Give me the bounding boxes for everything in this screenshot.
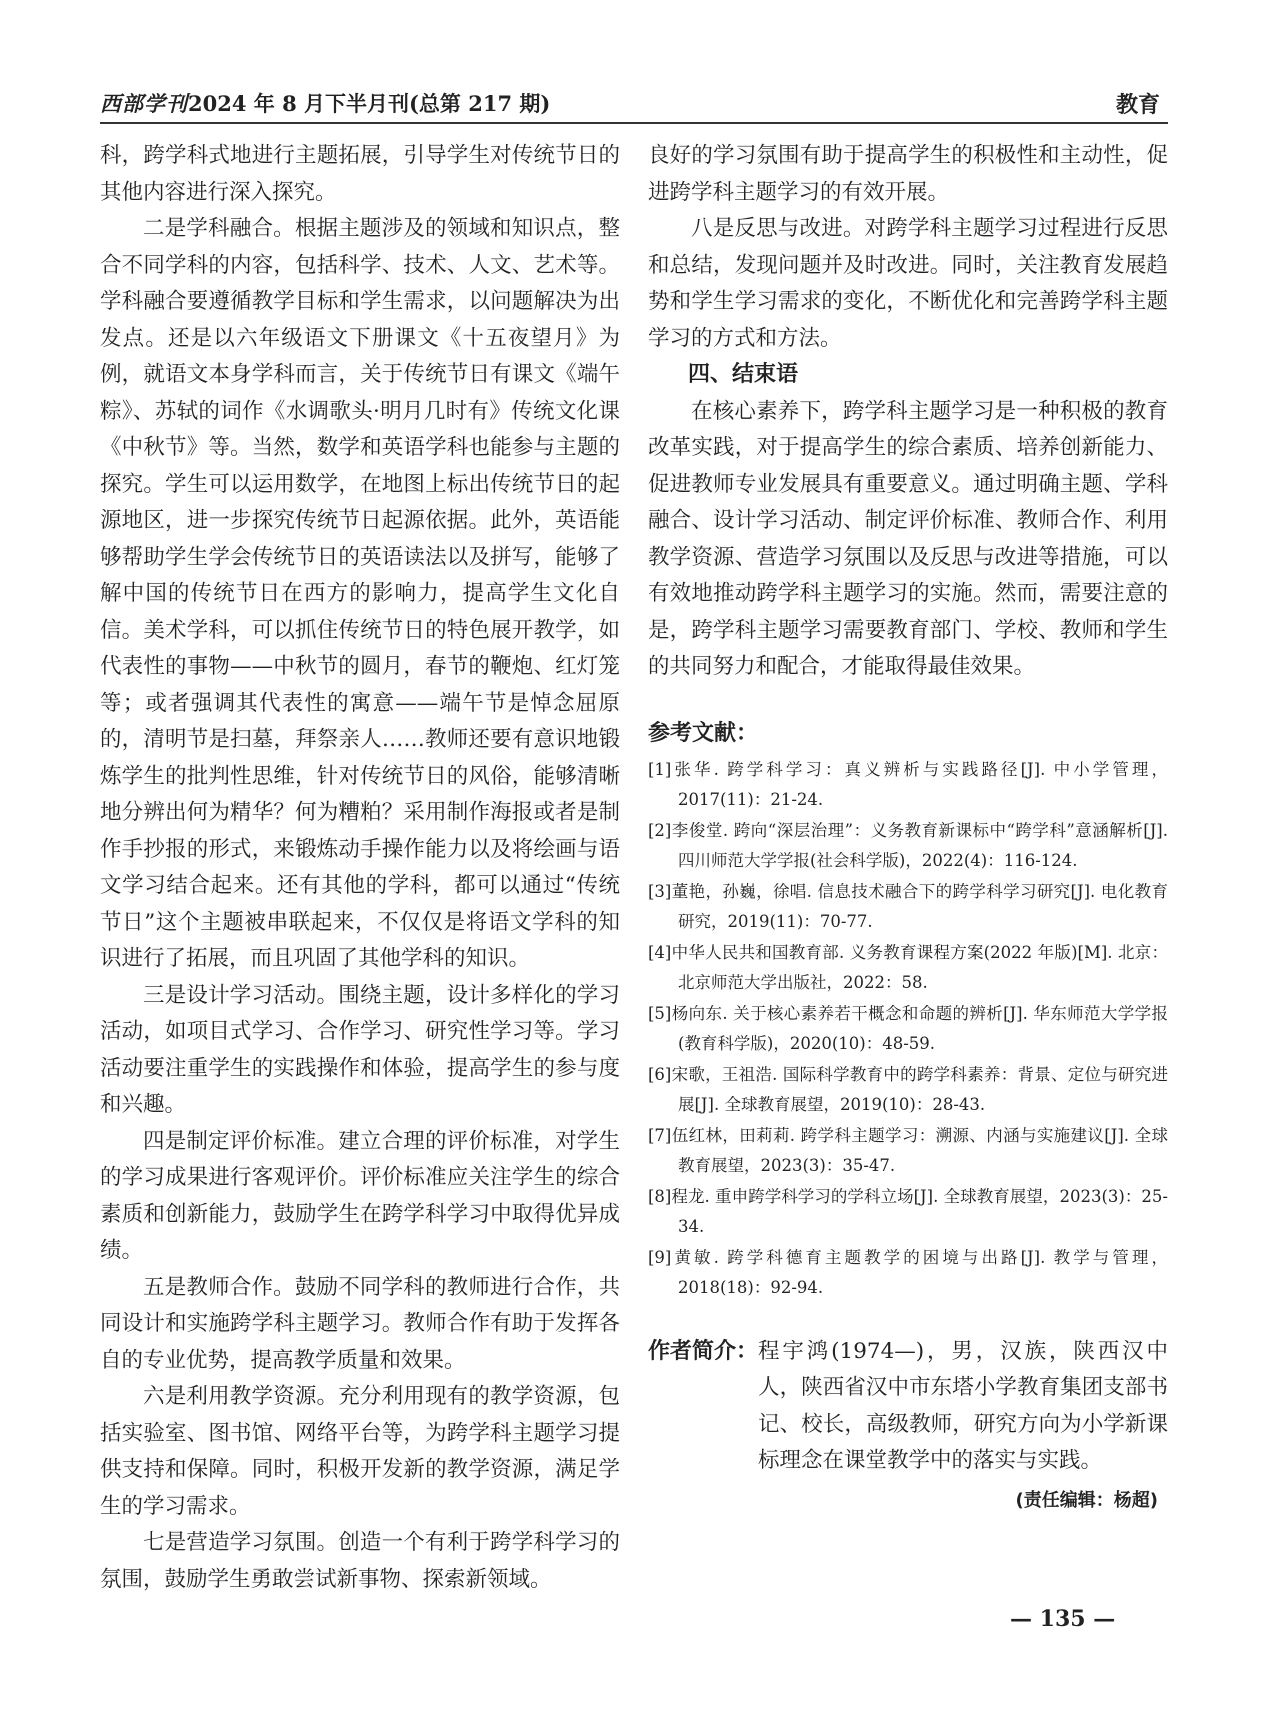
- reference-item: [2]李俊堂. 跨向“深层治理”：义务教育新课标中“跨学科”意涵解析[J]. 四川师范大学学报(社会科学版)，2022(4)：116-124.: [648, 820, 1168, 870]
- paragraph: 二是学科融合。根据主题涉及的领域和知识点，整合不同学科的内容，包括科学、技术、人文、艺术等。学科融合要遵循教学目标和学生需求，以问题解决为出发点。还是以六年级语文下册课文《十五夜望月》为例，就语文本身学科而言，关于传统节日有课文《端午粽》、苏轼的词作《水调歌头·明月几时有》传统文化课《中秋节》等。当然，数学和英语学科也能参与主题的探究。学生可以运用数学，在地图上标出传统节日的起源地区，进一步探究传统节日起源依据。此外，英语能够帮助学生学会传统节日的英语读法以及拼写，能够了解中国的传统节日在西方的影响力，提高学生文化自信。美术学科，可以抓住传统节日的特色展开教学，如代表性的事物——中秋节的圆月，春节的鞭炮、红灯笼等；或者强调其代表性的寓意——端午节是悼念屈原的，清明节是扫墓，拜祭亲人……教师还要有意识地锻炼学生的批判性思维，针对传统节日的风俗，能够清晰地分辨出何为精华？何为糟粕？采用制作海报或者是制作手抄报的形式，来锻炼动手操作能力以及将绘画与语文学习结合起来。还有其他的学科，都可以通过“传统节日”这个主题被串联起来，不仅仅是将语文学科的知识进行了拓展，而且巩固了其他学科的知识。: [100, 216, 620, 971]
- reference-item: [9]黄敏. 跨学科德育主题教学的困境与出路[J]. 教学与管理，2018(18)：92-94.: [648, 1247, 1168, 1297]
- responsible-editor: (责任编辑：杨超): [1015, 1489, 1158, 1511]
- section-heading: 四、结束语: [688, 362, 799, 387]
- right-column: [648, 138, 1168, 1512]
- paragraph: 在核心素养下，跨学科主题学习是一种积极的教育改革实践，对于提高学生的综合素质、培养创新能力、促进教师专业发展具有重要意义。通过明确主题、学科融合、设计学习活动、制定评价标准、教师合作、利用教学资源、营造学习氛围以及反思与改进等措施，可以有效地推动跨学科主题学习的实施。然而，需要注意的是，跨学科主题学习需要教育部门、学校、教师和学生的共同努力和配合，才能取得最佳效果。: [648, 398, 1168, 679]
- page-header: [100, 84, 1168, 124]
- reference-item: [4]中华人民共和国教育部. 义务教育课程方案(2022 年版)[M]. 北京：北京师范大学出版社，2022：58.: [648, 942, 1168, 992]
- author-bio: [648, 1334, 1168, 1480]
- references-list: [648, 755, 1168, 1304]
- paragraph: 七是营造学习氛围。创造一个有利于跨学科学习的氛围，鼓励学生勇敢尝试新事物、探索新领域。: [100, 1530, 620, 1592]
- page-number: — 135 —: [1010, 1606, 1116, 1632]
- paragraph: 八是反思与改进。对跨学科主题学习过程进行反思和总结，发现问题并及时改进。同时，关注教育发展趋势和学生学习需求的变化，不断优化和完善跨学科主题学习的方式和方法。: [648, 216, 1168, 351]
- paragraph: 五是教师合作。鼓励不同学科的教师进行合作，共同设计和实施跨学科主题学习。教师合作有助于发挥各自的专业优势，提高教学质量和效果。: [100, 1274, 620, 1373]
- paragraph: 三是设计学习活动。围绕主题，设计多样化的学习活动，如项目式学习、合作学习、研究性学习等。学习活动要注重学生的实践操作和体验，提高学生的参与度和兴趣。: [100, 982, 620, 1117]
- references-heading: 参考文献：: [648, 720, 759, 746]
- reference-item: [1]张华. 跨学科学习：真义辨析与实践路径[J]. 中小学管理，2017(11)：21-24.: [648, 759, 1168, 809]
- paragraph: 良好的学习氛围有助于提高学生的积极性和主动性，促进跨学科主题学习的有效开展。: [648, 143, 1168, 205]
- section-name: 教育: [1115, 92, 1160, 118]
- journal-logo: 西部学刊: [100, 91, 188, 116]
- paragraph: 六是利用教学资源。充分利用现有的教学资源，包括实验室、图书馆、网络平台等，为跨学科主题学习提供支持和保障。同时，积极开发新的教学资源，满足学生的学习需求。: [100, 1384, 620, 1519]
- reference-item: [5]杨向东. 关于核心素养若干概念和命题的辨析[J]. 华东师范大学学报(教育科学版)，2020(10)：48-59.: [648, 1003, 1168, 1053]
- author-bio-text: 程宇鸿(1974—)，男，汉族，陕西汉中人，陕西省汉中市东塔小学教育集团支部书记、校长，高级教师，研究方向为小学新课标理念在课堂教学中的落实与实践。: [758, 1338, 1168, 1473]
- paragraph: 四是制定评价标准。建立合理的评价标准，对学生的学习成果进行客观评价。评价标准应关注学生的综合素质和创新能力，鼓励学生在跨学科学习中取得优异成绩。: [100, 1128, 620, 1263]
- reference-item: [3]董艳，孙巍，徐唱. 信息技术融合下的跨学科学习研究[J]. 电化教育研究，2019(11)：70-77.: [648, 881, 1168, 931]
- reference-item: [7]伍红林，田莉莉. 跨学科主题学习：溯源、内涵与实施建议[J]. 全球教育展望，2023(3)：35-47.: [648, 1125, 1168, 1175]
- paragraph: 科，跨学科式地进行主题拓展，引导学生对传统节日的其他内容进行深入探究。: [100, 143, 620, 205]
- left-column: [100, 138, 620, 1598]
- author-bio-label: 作者简介：: [648, 1338, 759, 1364]
- journal-issue: [100, 88, 550, 118]
- reference-item: [6]宋歌，王祖浩. 国际科学教育中的跨学科素养：背景、定位与研究进展[J]. 全球教育展望，2019(10)：28-43.: [648, 1064, 1168, 1114]
- reference-item: [8]程龙. 重申跨学科学习的学科立场[J]. 全球教育展望，2023(3)：25-34.: [648, 1186, 1168, 1236]
- issue-info: 2024 年 8 月下半月刊(总第 217 期): [188, 91, 551, 116]
